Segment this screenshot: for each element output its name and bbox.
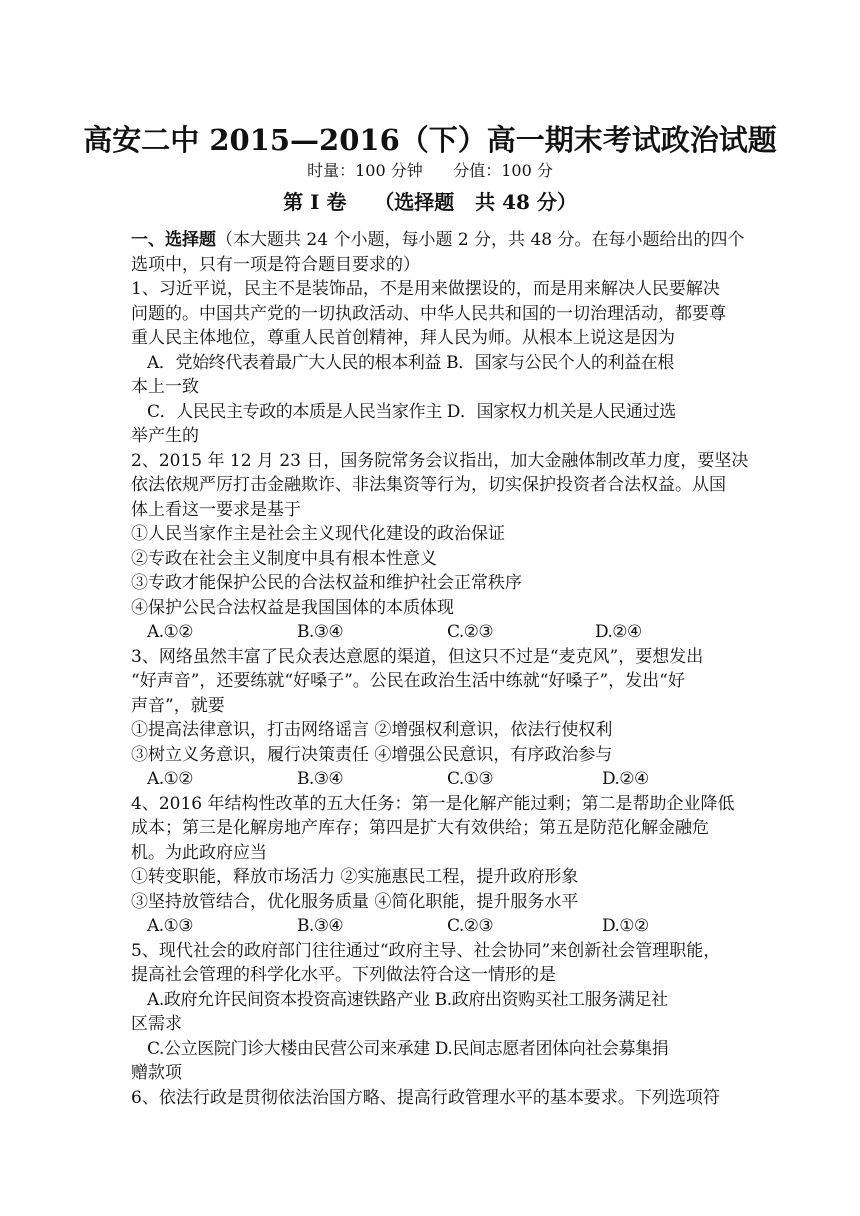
intro-line-2: 选项中，只有一项是符合题目要求的） bbox=[131, 254, 420, 275]
q5-line-2: 提高社会管理的科学化水平。下列做法符合这一情形的是 bbox=[131, 965, 556, 985]
q2-item-3: ③专政才能保护公民的合法权益和维护社会正常秩序 bbox=[131, 573, 522, 593]
section-heading: 第 I 卷 （选择题 共 48 分） bbox=[283, 190, 577, 214]
q2-choice-b: B.③④ bbox=[297, 622, 344, 642]
q3-choice-c: C.①③ bbox=[447, 769, 494, 789]
q3-line-1: 3、网络虽然丰富了民众表达意愿的渠道，但这只不过是“麦克风”，要想发出 bbox=[131, 646, 704, 667]
q1-option-ab: A．党始终代表着最广大人民的根本利益 B．国家与公民个人的利益在根 bbox=[147, 352, 674, 373]
q3-choice-d: D.②④ bbox=[602, 769, 649, 789]
q2-choice-a: A.①② bbox=[147, 622, 193, 642]
q4-line-3: 机。为此政府应当 bbox=[131, 842, 267, 863]
exam-meta: 时量：100 分钟 分值：100 分 bbox=[307, 161, 553, 180]
intro-label: 一、选择题 bbox=[131, 230, 216, 250]
q4-choice-c: C.②③ bbox=[447, 916, 494, 936]
q6-line-1: 6、依法行政是贯彻依法治国方略、提高行政管理水平的基本要求。下列选项符 bbox=[131, 1087, 720, 1108]
q1-line-2: 问题的。中国共产党的一切执政活动、中华人民共和国的一切治理活动，都要尊 bbox=[131, 303, 726, 324]
q5-option-ab-cont: 区需求 bbox=[131, 1014, 182, 1034]
q4-line-2: 成本；第三是化解房地产库存；第四是扩大有效供给；第五是防范化解金融危 bbox=[131, 818, 709, 838]
q2-item-4: ④保护公民合法权益是我国国体的本质体现 bbox=[131, 597, 454, 618]
q3-items-12: ①提高法律意识，打击网络谣言 ②增强权利意识，依法行使权利 bbox=[131, 720, 613, 740]
q1-line-1: 1、习近平说，民主不是装饰品，不是用来做摆设的，而是用来解决人民要解决 bbox=[131, 279, 720, 299]
q2-line-2: 依法依规严厉打击金融欺诈、非法集资等行为，切实保护投资者合法权益。从国 bbox=[131, 475, 726, 495]
q4-line-1: 4、2016 年结构性改革的五大任务：第一是化解产能过剩；第二是帮助企业降低 bbox=[131, 793, 735, 814]
q5-option-ab: A.政府允许民间资本投资高速铁路产业 B.政府出资购买社工服务满足社 bbox=[147, 989, 668, 1010]
q3-items-34: ③树立义务意识，履行决策责任 ④增强公民意识，有序政治参与 bbox=[131, 744, 613, 765]
q2-item-1: ①人民当家作主是社会主义现代化建设的政治保证 bbox=[131, 524, 505, 544]
q4-choice-b: B.③④ bbox=[297, 916, 344, 936]
q4-items-12: ①转变职能，释放市场活力 ②实施惠民工程，提升政府形象 bbox=[131, 867, 579, 887]
q2-choice-d: D.②④ bbox=[595, 622, 642, 642]
q2-item-2: ②专政在社会主义制度中具有根本性意义 bbox=[131, 548, 437, 569]
q1-option-cd-cont: 举产生的 bbox=[131, 426, 199, 446]
q2-line-1: 2、2015 年 12 月 23 日，国务院常务会议指出，加大金融体制改革力度，要坚决 bbox=[131, 450, 749, 471]
q1-line-3: 重人民主体地位，尊重人民首创精神，拜人民为师。从根本上说这是因为 bbox=[131, 328, 675, 348]
intro-line-1 bbox=[131, 228, 745, 253]
q3-choice-b: B.③④ bbox=[297, 769, 344, 789]
q1-option-cd: C．人民民主专政的本质是人民当家作主 D．国家权力机关是人民通过选 bbox=[147, 401, 676, 422]
q3-choices bbox=[131, 767, 741, 792]
exam-content bbox=[131, 228, 749, 1110]
q4-choice-d: D.①② bbox=[602, 916, 649, 936]
q5-line-1: 5、现代社会的政府部门往往通过“政府主导、社会协同”来创新社会管理职能， bbox=[131, 940, 721, 961]
q3-choice-a: A.①② bbox=[147, 769, 193, 789]
q2-choices bbox=[131, 620, 741, 645]
q4-items-34: ③坚持放管结合，优化服务质量 ④简化职能，提升服务水平 bbox=[131, 891, 579, 912]
q3-line-3: 声音”，就要 bbox=[131, 695, 225, 716]
q5-option-cd: C.公立医院门诊大楼由民营公司来承建 D.民间志愿者团体向社会募集捐 bbox=[147, 1038, 669, 1059]
q2-line-3: 体上看这一要求是基于 bbox=[131, 499, 301, 520]
q5-option-cd-cont: 赠款项 bbox=[131, 1063, 182, 1083]
q4-choice-a: A.①③ bbox=[147, 916, 193, 936]
q1-option-ab-cont: 本上一致 bbox=[131, 377, 199, 397]
q3-line-2: “好声音”，还要练就“好嗓子”。公民在政治生活中练就“好嗓子”，发出“好 bbox=[131, 671, 685, 691]
q2-choice-c: C.②③ bbox=[447, 622, 494, 642]
intro-text-1: （本大题共 24 个小题，每小题 2 分，共 48 分。在每小题给出的四个 bbox=[216, 230, 745, 250]
exam-title: 高安二中 2015—2016（下）高一期末考试政治试题 bbox=[83, 123, 777, 157]
q4-choices bbox=[131, 914, 741, 939]
